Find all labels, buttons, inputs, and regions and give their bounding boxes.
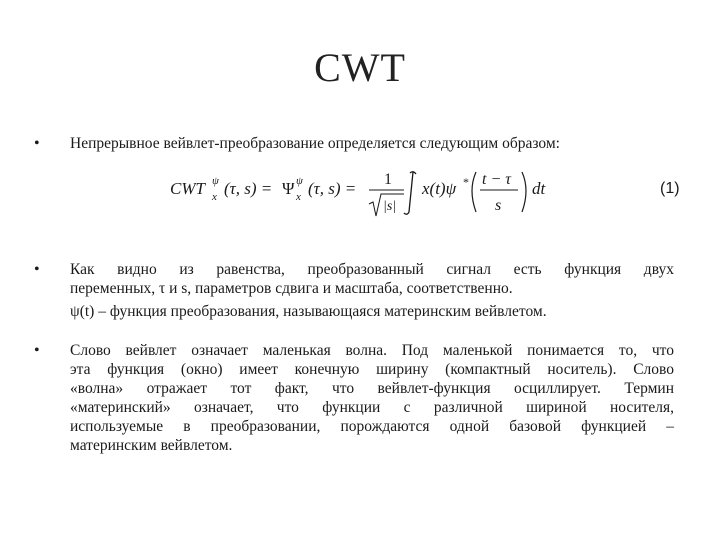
bullet-2-line-3: ψ(t) – функция преобразования, называющаяся материнским вейвлетом.: [70, 303, 547, 320]
bullet-3-line-1: Слово вейвлет означает маленькая волна. Под маленькой понимается то, что: [70, 342, 674, 359]
bullet-3-line-3: «волна» отражает тот факт, что вейвлет-функция осциллирует. Термин: [70, 380, 674, 397]
eq-cwt: CWT: [170, 179, 205, 198]
eq-paren-right: [522, 172, 526, 212]
eq-inner-den: s: [495, 197, 502, 214]
slide-title: CWT: [314, 45, 406, 90]
eq-args-1: (τ, s) =: [224, 179, 273, 198]
bullet-3-line-4: «материнский» означает, что функции с различной шириной носителя,: [70, 399, 674, 416]
bullet-2-line-2: переменных, τ и s, параметров сдвига и масштаба, соответственно.: [70, 280, 513, 297]
cwt-equation: [170, 160, 570, 222]
bullet-3-text: [70, 341, 674, 455]
eq-dt: dt: [532, 179, 546, 198]
eq-psi-sup: ψ: [296, 175, 303, 187]
bullet-3-line-5: используемые в преобразовании, порождаются одной базовой функцией –: [70, 418, 674, 435]
eq-frac-den: |s|: [383, 199, 397, 214]
eq-star: *: [463, 175, 469, 189]
eq-cwt-sub: x: [212, 191, 217, 203]
eq-frac-num: 1: [384, 171, 392, 188]
eq-cwt-sup: ψ: [212, 175, 219, 187]
bullet-3-line-6: материнским вейвлетом.: [70, 437, 233, 454]
eq-args-2: (τ, s) =: [308, 179, 357, 198]
bullet-1-text: [70, 134, 674, 153]
bullet-2-line-1: Как видно из равенства, преобразованный сигнал есть функция двух: [70, 261, 674, 278]
bullet-2-text: [70, 260, 674, 321]
eq-integrand: x(t)ψ: [422, 179, 457, 198]
eq-paren-left: [472, 172, 476, 212]
eq-psi-cap: Ψ: [282, 179, 295, 198]
bullet-1-marker: •: [34, 135, 40, 152]
eq-inner-num: t − τ: [482, 171, 511, 188]
bullet-2-marker: •: [34, 261, 40, 278]
equation-number: (1): [660, 180, 680, 197]
bullet-1-line-1: Непрерывное вейвлет-преобразование определяется следующим образом:: [70, 135, 560, 152]
eq-psi-sub: x: [296, 191, 301, 203]
bullet-3-marker: •: [34, 342, 40, 359]
eq-integral: [404, 172, 416, 215]
bullet-3-line-2: эта функция (окно) имеет конечную ширину (компактный носитель). Слово: [70, 361, 674, 378]
